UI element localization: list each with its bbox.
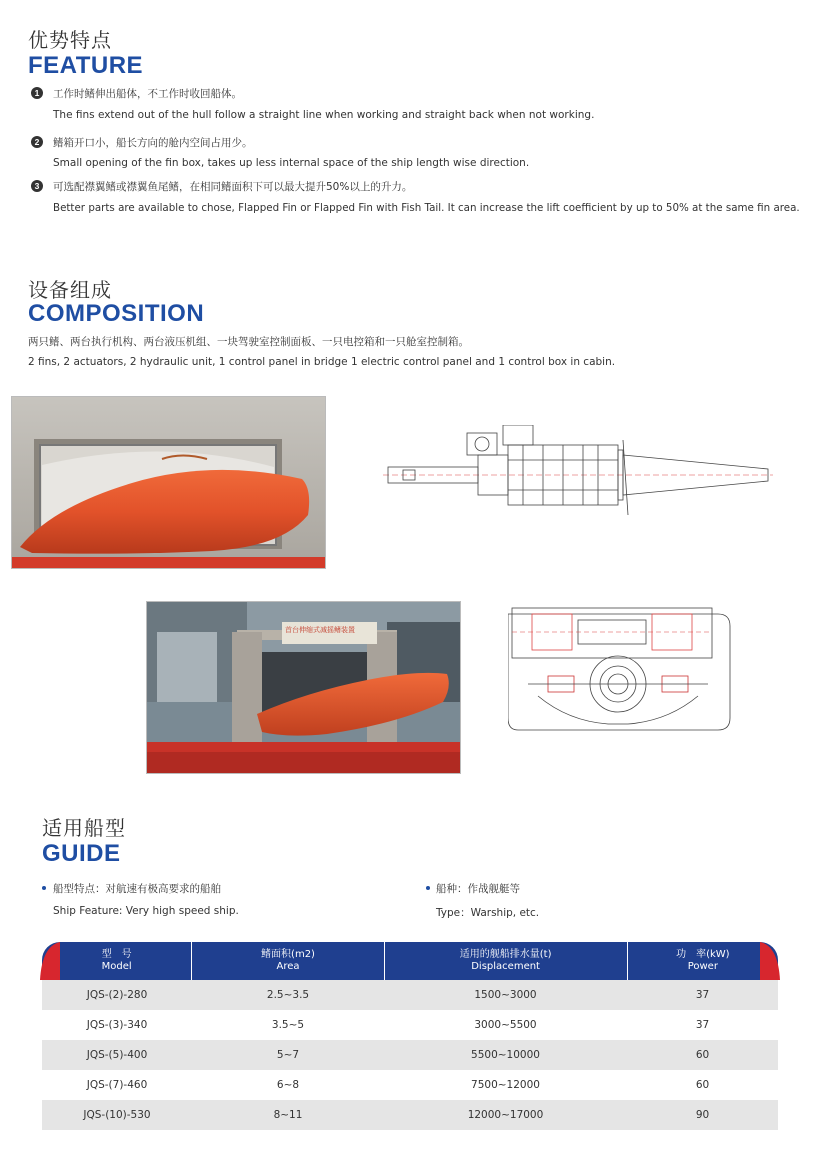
feature-number-2: 2 [31,136,43,148]
cell-area: 6~8 [276,1079,300,1091]
cell-area: 5~7 [276,1049,300,1061]
header-area-en: Area [276,961,300,972]
guide-title-en: GUIDE [42,840,121,867]
table-row [42,1100,778,1130]
feature-item-3-en: Better parts are available to chose, Flapped Fin or Flapped Fin with Fish Tail. It can increase the lift coefficient by up to 50% at the same fin area. [53,202,800,214]
feature-title-en: FEATURE [28,52,144,79]
header-area-cn: 鳍面积(m2) [261,949,315,960]
feature-item-1-cn: 工作时鳍伸出船体，不工作时收回船体。 [53,88,242,100]
cell-power: 37 [695,989,710,1001]
spec-table [42,942,778,1130]
feature-item-3-cn: 可选配襟翼鳍或襟翼鱼尾鳍，在相同鳍面积下可以最大提升50%以上的升力。 [53,181,413,193]
feature-number-3: 3 [31,180,43,192]
header-right-accent [760,942,780,980]
feature-item-2-en: Small opening of the fin box, takes up less internal space of the ship length wise direction. [53,157,530,169]
table-row [42,1070,778,1100]
guide-type-en: Type：Warship, etc. [436,907,540,919]
header-displacement [385,942,628,980]
table-row [42,980,778,1010]
header-displacement-en: Displacement [471,961,540,972]
composition-text-cn: 两只鳍、两台执行机构、两台液压机组、一块驾驶室控制面板、一只电控箱和一只舱室控制箱。 [28,336,469,348]
cell-power: 90 [695,1109,710,1121]
cell-displacement: 3000~5500 [474,1019,537,1031]
cell-model: JQS-(2)-280 [86,989,148,1001]
guide-feature-en: Ship Feature: Very high speed ship. [53,905,239,917]
guide-bullet-1 [42,886,46,890]
cell-power: 60 [695,1079,710,1091]
header-model [42,942,192,980]
table-row [42,1040,778,1070]
guide-type-cn: 船种：作战舰艇等 [436,883,520,895]
photo-sign-text: 首台伸缩式减摇鳍装置 [285,626,355,634]
feature-number-1: 1 [31,87,43,99]
fin-box-photo [11,396,326,569]
cell-displacement: 5500~10000 [471,1049,540,1061]
cell-model: JQS-(7)-460 [86,1079,148,1091]
composition-text-en: 2 fins, 2 actuators, 2 hydraulic unit, 1 control panel in bridge 1 electric control panel and 1 control box in cabin. [28,356,616,368]
feature-item-2-cn: 鳍箱开口小，船长方向的舱内空间占用少。 [53,137,253,149]
table-row [42,1010,778,1040]
header-power [628,942,778,980]
cell-displacement: 12000~17000 [467,1109,544,1121]
header-power-en: Power [687,961,718,972]
header-model-en: Model [101,961,132,972]
cell-model: JQS-(5)-400 [86,1049,148,1061]
actuator-side-drawing [383,425,773,525]
cell-power: 60 [695,1049,710,1061]
feature-item-1-en: The fins extend out of the hull follow a straight line when working and straight back when not working. [53,109,595,121]
header-displacement-cn: 适用的舰船排水量(t) [459,949,552,960]
cell-power: 37 [695,1019,710,1031]
cell-area: 3.5~5 [271,1019,305,1031]
guide-title-cn: 适用船型 [42,816,126,840]
header-left-accent [40,942,60,980]
cell-model: JQS-(10)-530 [83,1109,151,1121]
composition-title-en: COMPOSITION [28,300,205,327]
table-header [42,942,778,980]
header-area [192,942,384,980]
cell-area: 2.5~3.5 [266,989,310,1001]
guide-feature-cn: 船型特点：对航速有极高要求的船舶 [53,883,221,895]
cell-model: JQS-(3)-340 [86,1019,148,1031]
cell-displacement: 1500~3000 [474,989,537,1001]
test-stand-photo [146,601,461,774]
guide-bullet-2 [426,886,430,890]
cell-displacement: 7500~12000 [471,1079,540,1091]
header-model-cn: 型 号 [101,949,132,960]
header-power-cn: 功 率(kW) [676,949,730,960]
feature-title-cn: 优势特点 [28,28,112,52]
cell-area: 8~11 [273,1109,303,1121]
actuator-front-drawing [508,606,733,736]
composition-title-cn: 设备组成 [28,278,112,302]
